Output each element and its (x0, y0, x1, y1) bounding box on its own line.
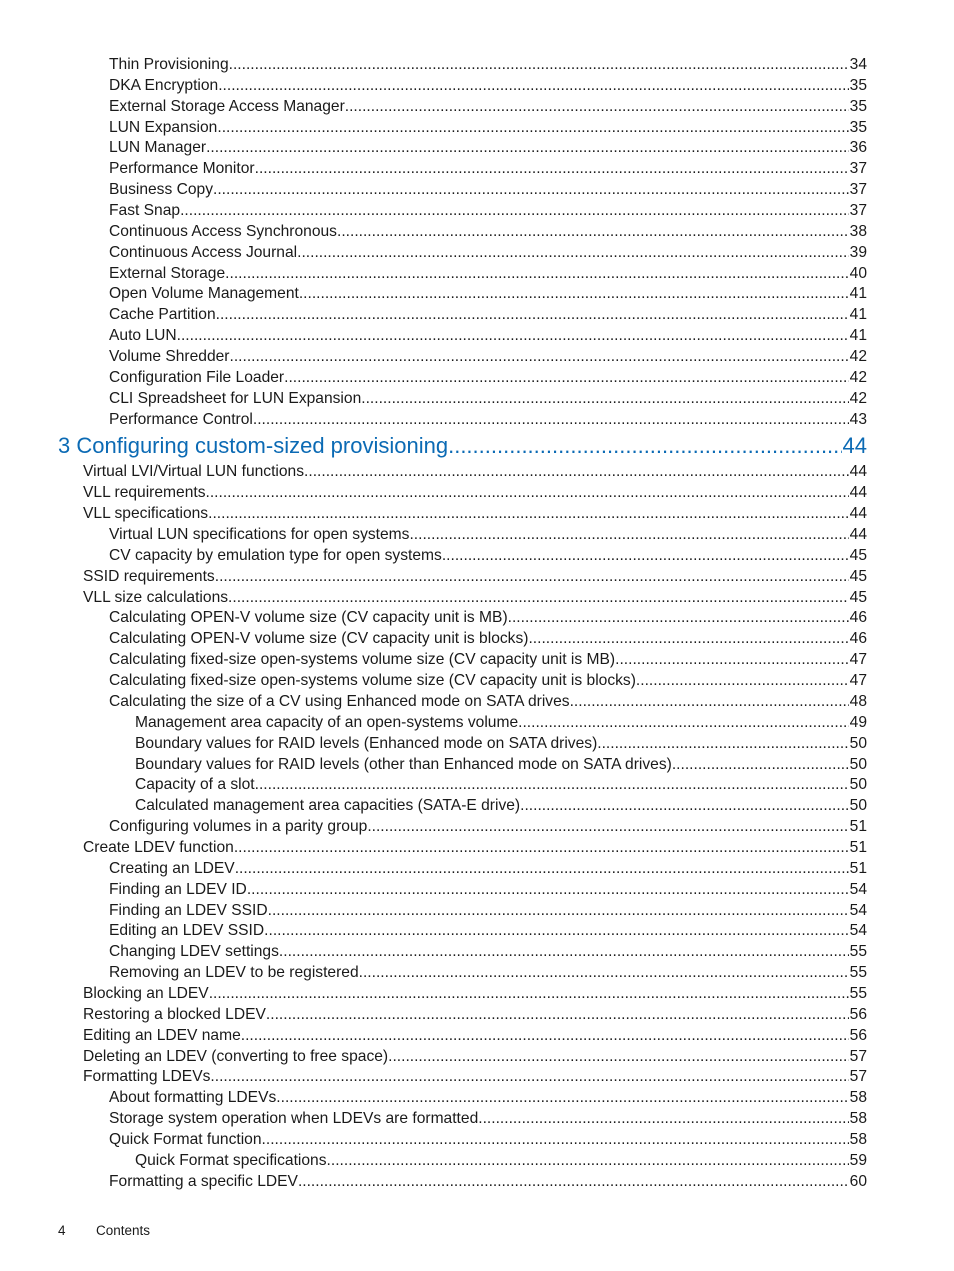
toc-dot-leader (284, 368, 849, 389)
toc-entry-title: Quick Format function (109, 1130, 262, 1148)
toc-dot-leader (230, 347, 849, 368)
footer-section-label: Contents (96, 1223, 151, 1238)
toc-dot-leader (279, 942, 849, 963)
toc-entry[interactable] (109, 243, 867, 264)
toc-entry-title: LUN Manager (109, 139, 207, 157)
toc-entry[interactable] (109, 264, 867, 285)
toc-entry-title: Virtual LVI/Virtual LUN functions (83, 463, 305, 481)
toc-entry-page: 56 (849, 1005, 867, 1023)
toc-entry-title: Cache Partition (109, 306, 216, 324)
toc-dot-leader (255, 159, 849, 180)
toc-entry-page: 44 (849, 505, 867, 523)
toc-entry-title: Boundary values for RAID levels (other than Enhanced mode on SATA drives) (135, 755, 672, 773)
toc-entry-title: Auto LUN (109, 327, 177, 345)
toc-entry-page: 60 (849, 1172, 867, 1190)
toc-entry-title: Finding an LDEV SSID (109, 901, 268, 919)
toc-entry-page: 49 (849, 713, 867, 731)
toc-dot-leader (216, 305, 849, 326)
toc-entry-page: 50 (849, 734, 867, 752)
toc-entry[interactable] (135, 775, 867, 796)
toc-entry-title: VLL requirements (83, 484, 206, 502)
toc-entry[interactable] (109, 389, 867, 410)
toc-entry-page: 35 (849, 118, 867, 136)
toc-entry[interactable] (109, 1088, 867, 1109)
toc-dot-leader (615, 650, 849, 671)
toc-entry-page: 54 (849, 901, 867, 919)
toc-entry-title: About formatting LDEVs (109, 1089, 277, 1107)
toc-entry[interactable] (109, 942, 867, 963)
toc-dot-leader (218, 76, 848, 97)
toc-entry[interactable] (109, 817, 867, 838)
toc-entry-page: 37 (849, 160, 867, 178)
toc-dot-leader (508, 608, 849, 629)
toc-dot-leader (241, 1026, 849, 1047)
toc-entry[interactable] (109, 629, 867, 650)
toc-entry-title: LUN Expansion (109, 118, 218, 136)
toc-entry-page: 55 (849, 964, 867, 982)
toc-entry-page: 50 (849, 755, 867, 773)
toc-entry-title: Performance Monitor (109, 160, 255, 178)
toc-entry-title: CV capacity by emulation type for open systems (109, 546, 442, 564)
toc-entry-title: External Storage Access Manager (109, 97, 345, 115)
toc-entry[interactable] (109, 201, 867, 222)
toc-dot-leader (337, 222, 849, 243)
toc-dot-leader (478, 1109, 848, 1130)
toc-entry-page: 58 (849, 1110, 867, 1128)
toc-entry[interactable] (109, 1109, 867, 1130)
toc-entry[interactable] (83, 504, 867, 525)
toc-dot-leader (636, 671, 849, 692)
toc-dot-leader (253, 410, 849, 431)
toc-entry-page: 54 (849, 880, 867, 898)
toc-entry[interactable] (109, 97, 867, 118)
toc-entry-title: Finding an LDEV ID (109, 880, 247, 898)
toc-entry-page: 42 (849, 368, 867, 386)
toc-entry-page: 36 (849, 139, 867, 157)
toc-dot-leader (228, 588, 849, 609)
toc-entry[interactable] (109, 546, 867, 567)
toc-entry-title: Calculating fixed-size open-systems volume size (CV capacity unit is MB) (109, 651, 616, 669)
toc-dot-leader (672, 755, 849, 776)
toc-entry-title: Changing LDEV settings (109, 943, 279, 961)
toc-dot-leader (597, 734, 848, 755)
toc-dot-leader (225, 264, 848, 285)
toc-dot-leader (266, 1005, 849, 1026)
toc-entry[interactable] (109, 1172, 867, 1193)
toc-entry[interactable] (109, 138, 867, 159)
toc-entry-page: 55 (849, 984, 867, 1002)
toc-dot-leader (217, 118, 848, 139)
toc-entry[interactable] (109, 222, 867, 243)
toc-dot-leader (361, 389, 848, 410)
toc-dot-leader (206, 483, 849, 504)
toc-entry-title: VLL specifications (83, 505, 209, 523)
toc-dot-leader (209, 984, 849, 1005)
toc-dot-leader (528, 629, 848, 650)
toc-entry-title: Open Volume Management (109, 285, 299, 303)
toc-entry-page: 42 (849, 389, 867, 407)
toc-entry-title: Deleting an LDEV (converting to free space) (83, 1047, 389, 1065)
toc-entry-title: Capacity of a slot (135, 776, 255, 794)
toc-entry-page: 44 (849, 484, 867, 502)
toc-entry[interactable] (109, 305, 867, 326)
toc-entry-title: DKA Encryption (109, 76, 219, 94)
toc-entry-page: 56 (849, 1026, 867, 1044)
toc-entry-title: Thin Provisioning (109, 56, 229, 73)
toc-entry-title: Editing an LDEV SSID (109, 922, 265, 940)
toc-entry-page: 47 (849, 672, 867, 690)
toc-entry-title: Create LDEV function (83, 838, 234, 856)
toc-entry-title: Removing an LDEV to be registered (109, 964, 359, 982)
toc-dot-leader (235, 859, 849, 880)
toc-entry-title: Creating an LDEV (109, 859, 235, 877)
toc-entry[interactable] (109, 525, 867, 546)
toc-entry[interactable] (109, 76, 867, 97)
toc-dot-leader (229, 55, 849, 76)
toc-dot-leader (442, 546, 849, 567)
toc-entry-page: 55 (849, 943, 867, 961)
toc-entry-page: 57 (849, 1068, 867, 1086)
toc-dot-leader (570, 692, 849, 713)
toc-entry[interactable] (109, 326, 867, 347)
toc-entry-page: 38 (849, 222, 867, 240)
footer-page-number: 4 (58, 1223, 66, 1238)
toc-entry-page: 59 (849, 1151, 867, 1169)
toc-entry[interactable] (109, 180, 867, 201)
toc-entry[interactable] (109, 921, 867, 942)
toc-entry-title: VLL size calculations (83, 588, 229, 606)
toc-dot-leader (180, 201, 849, 222)
toc-entry-page: 47 (849, 651, 867, 669)
toc-entry[interactable] (109, 692, 867, 713)
toc-dot-leader (177, 326, 849, 347)
toc-entry[interactable] (135, 796, 867, 817)
toc-entry[interactable] (83, 462, 867, 483)
toc-entry-title: Boundary values for RAID levels (Enhanced mode on SATA drives) (135, 734, 598, 752)
toc-entry-title: Quick Format specifications (135, 1151, 327, 1169)
toc-dot-leader (276, 1088, 848, 1109)
toc-dot-leader (297, 243, 849, 264)
toc-entry-title: Virtual LUN specifications for open systems (109, 526, 410, 544)
toc-chapter-entry[interactable] (58, 430, 867, 462)
toc-entry-page: 37 (849, 181, 867, 199)
toc-entry[interactable] (83, 984, 867, 1005)
toc-entry-page: 41 (849, 327, 867, 345)
toc-entry-title: Formatting LDEVs (83, 1068, 211, 1086)
toc-entry[interactable] (83, 838, 867, 859)
toc-entry[interactable] (109, 410, 867, 431)
toc-entry[interactable] (109, 368, 867, 389)
toc-dot-leader (234, 838, 849, 859)
toc-entry-title: Calculating fixed-size open-systems volume size (CV capacity unit is blocks) (109, 672, 636, 690)
toc-entry-title: Continuous Access Journal (109, 243, 298, 261)
toc-entry[interactable] (135, 713, 867, 734)
toc-entry-page: 58 (849, 1130, 867, 1148)
toc-dot-leader (298, 1172, 849, 1193)
toc-entry[interactable] (83, 1005, 867, 1026)
toc-entry[interactable] (135, 734, 867, 755)
toc-entry-title: Calculating the size of a CV using Enhanced mode on SATA drives (109, 692, 570, 710)
toc-dot-leader (208, 504, 849, 525)
toc-entry[interactable] (83, 1067, 867, 1088)
toc-entry-page: 45 (849, 588, 867, 606)
toc-entry-page: 41 (849, 306, 867, 324)
toc-entry-title: Editing an LDEV name (83, 1026, 241, 1044)
toc-entry-page: 45 (849, 546, 867, 564)
toc-entry-page: 46 (849, 609, 867, 627)
page-footer (58, 1223, 150, 1238)
toc-entry-page: 37 (849, 202, 867, 220)
toc-entry-page: 46 (849, 630, 867, 648)
toc-entry-title: Storage system operation when LDEVs are formatted (109, 1110, 479, 1128)
toc-entry-page: 42 (849, 348, 867, 366)
toc-entry[interactable] (109, 118, 867, 139)
toc-entry[interactable] (109, 608, 867, 629)
toc-entry-page: 44 (849, 526, 867, 544)
toc-dot-leader (359, 963, 849, 984)
toc-entry[interactable] (109, 859, 867, 880)
toc-entry[interactable] (83, 1047, 867, 1068)
toc-entry-title: Blocking an LDEV (83, 984, 209, 1002)
toc-dot-leader (210, 1067, 848, 1088)
toc-dot-leader (304, 462, 849, 483)
toc-entry-page: 44 (842, 433, 867, 459)
toc-entry-title: Restoring a blocked LDEV (83, 1005, 266, 1023)
toc-entry-title: 3 Configuring custom-sized provisioning (58, 433, 449, 459)
toc-entry-page: 35 (849, 97, 867, 115)
toc-dot-leader (448, 430, 841, 462)
toc-entry[interactable] (109, 55, 867, 76)
toc-entry-title: Configuration File Loader (109, 368, 285, 386)
toc-dot-leader (518, 713, 849, 734)
toc-entry-page: 51 (849, 859, 867, 877)
toc-entry-page: 50 (849, 797, 867, 815)
toc-dot-leader (206, 138, 849, 159)
toc-dot-leader (264, 921, 848, 942)
toc-entry-page: 51 (849, 818, 867, 836)
toc-entry[interactable] (109, 671, 867, 692)
toc-entry-page: 35 (849, 76, 867, 94)
toc-entry[interactable] (109, 284, 867, 305)
toc-dot-leader (345, 97, 849, 118)
toc-entry[interactable] (135, 755, 867, 776)
toc-entry[interactable] (83, 483, 867, 504)
toc-entry[interactable] (135, 1151, 867, 1172)
toc-entry-title: Formatting a specific LDEV (109, 1172, 298, 1190)
toc-entry[interactable] (109, 901, 867, 922)
toc-entry-page: 44 (849, 463, 867, 481)
toc-dot-leader (255, 775, 849, 796)
toc-dot-leader (327, 1151, 849, 1172)
toc-entry-title: Fast Snap (109, 202, 181, 220)
toc-dot-leader (367, 817, 848, 838)
table-of-contents (0, 55, 954, 1193)
toc-entry-page: 57 (849, 1047, 867, 1065)
toc-entry[interactable] (109, 1130, 867, 1151)
toc-entry[interactable] (109, 650, 867, 671)
toc-dot-leader (299, 284, 849, 305)
toc-entry-title: Calculated management area capacities (SATA-E drive) (135, 797, 521, 815)
toc-entry-title: Calculating OPEN-V volume size (CV capacity unit is blocks) (109, 630, 529, 648)
toc-entry-title: SSID requirements (83, 567, 215, 585)
toc-entry-page: 48 (849, 692, 867, 710)
toc-entry-page: 43 (849, 410, 867, 428)
toc-entry-title: Configuring volumes in a parity group (109, 818, 368, 836)
toc-entry-title: Performance Control (109, 410, 253, 428)
toc-dot-leader (213, 180, 849, 201)
toc-entry-title: Volume Shredder (109, 348, 230, 366)
toc-dot-leader (215, 567, 849, 588)
toc-entry[interactable] (83, 588, 867, 609)
toc-entry-page: 34 (849, 56, 867, 73)
toc-dot-leader (409, 525, 848, 546)
toc-entry-page: 54 (849, 922, 867, 940)
toc-dot-leader (520, 796, 849, 817)
toc-entry[interactable] (109, 963, 867, 984)
toc-entry[interactable] (109, 347, 867, 368)
toc-entry-title: Calculating OPEN-V volume size (CV capacity unit is MB) (109, 609, 508, 627)
toc-dot-leader (247, 880, 849, 901)
toc-entry-page: 41 (849, 285, 867, 303)
toc-entry-page: 51 (849, 838, 867, 856)
toc-dot-leader (262, 1130, 849, 1151)
toc-entry-title: Management area capacity of an open-systems volume (135, 713, 519, 731)
toc-entry-title: Continuous Access Synchronous (109, 222, 337, 240)
toc-entry-page: 40 (849, 264, 867, 282)
toc-entry-title: External Storage (109, 264, 226, 282)
toc-dot-leader (388, 1047, 849, 1068)
toc-dot-leader (268, 901, 849, 922)
toc-entry-page: 45 (849, 567, 867, 585)
toc-entry-page: 50 (849, 776, 867, 794)
toc-entry-title: Business Copy (109, 181, 214, 199)
toc-entry[interactable] (109, 880, 867, 901)
toc-entry-title: CLI Spreadsheet for LUN Expansion (109, 389, 362, 407)
toc-entry-page: 58 (849, 1089, 867, 1107)
toc-entry[interactable] (109, 159, 867, 180)
toc-entry[interactable] (83, 567, 867, 588)
toc-entry[interactable] (83, 1026, 867, 1047)
toc-entry-page: 39 (849, 243, 867, 261)
